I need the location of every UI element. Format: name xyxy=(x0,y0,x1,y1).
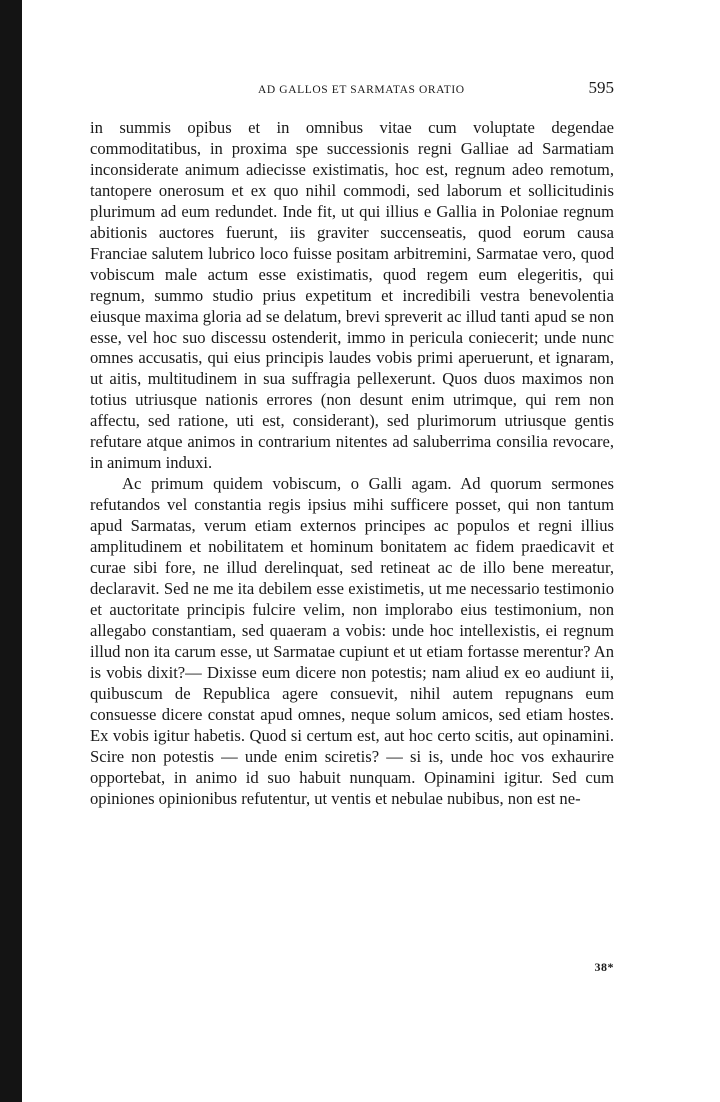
paragraph: Ac primum quidem vobiscum, o Galli agam. Ad quorum sermones refutandos vel constantia regis ipsius mihi sufficere posset, qui non tantum apud Sarmatas, verum etiam externos principes ac populos et regni illius amplitudinem et nobilitatem et hominum bonitatem ac fidem praedicavit et curae sibi fore, ne illud derelinquat, sed retineat ac de illo bene mereatur, declaravit. Sed ne me ita debilem esse existimetis, ut me necessario testimonio et auctoritate principis fulcire velim, non implorabo eius testimonium, non allegabo constantiam, sed quaeram a vobis: unde hoc intellexistis, ei regnum illud non ita carum esse, ut Sarmatae cupiunt et ut etiam fortasse merentur? An is vobis dixit?— Dixisse eum dicere non potestis; nam aliud ex eo audiunt ii, quibuscum de Republica agere consuevit, nihil autem repugnans eum consuesse dicere constat apud omnes, neque solum amicos, sed etiam hostes. Ex vobis igitur habetis. Quod si certum est, aut hoc certo scitis, aut opinamini. Scire non potestis — unde enim sciretis? — si is, unde hoc vos exhaurire opportebat, in animo id suo habuit nunquam. Opinamini igitur. Sed cum opiniones opinionibus refutentur, ut ventis et nebulae nubibus, non est ne- xyxy=(90,474,614,808)
running-title: AD GALLOS ET SARMATAS ORATIO xyxy=(258,84,465,96)
paragraph: in summis opibus et in omnibus vitae cum voluptate degendae commoditatibus, in proxima spe successionis regni Galliae ad Sarmatiam inconsiderate animum adiecisse existimatis, hoc est, regnum adeo remotum, tantopere onerosum et ex quo nihil commodi, sed laborum et sollicitudinis plurimum ad eum redundet. Inde fit, ut qui illius e Gallia in Poloniae regnum abitionis auctores fuerunt, iis graviter succenseatis, quod eorum causa Franciae salutem lubrico loco fuisse positam arbitremini, Sarmatae vero, quod vobiscum male actum esse existimatis, quod regem eum elegeritis, qui regnum, summo studio prius expetitum et incredibili vestra benevolentia eiusque maxima gloria ad se delatum, brevi spreverit ac illud tanti apud se non esse, vel hoc suo discessu ostenderit, immo in pericula coniecerit; unde nunc omnes accusatis, qui eius principis laudes vobis primi aperuerunt, et ignaram, ut aitis, multitudinem in sua suffragia pellexerunt. Quos duos maximos non totius utriusque nationis errores (non desunt enim utrimque, qui rem non affectu, sed ratione, uti est, considerant), sed plurimorum utriusque gentis refutare atque animos in contrarium nitentes ad saluberrima consilia revocare, in animum induxi. xyxy=(90,118,614,473)
page-header xyxy=(90,78,614,104)
body-text xyxy=(90,118,614,809)
book-spine-shadow xyxy=(0,0,22,1102)
page-number: 595 xyxy=(588,78,614,97)
signature-mark: 38* xyxy=(594,960,614,974)
